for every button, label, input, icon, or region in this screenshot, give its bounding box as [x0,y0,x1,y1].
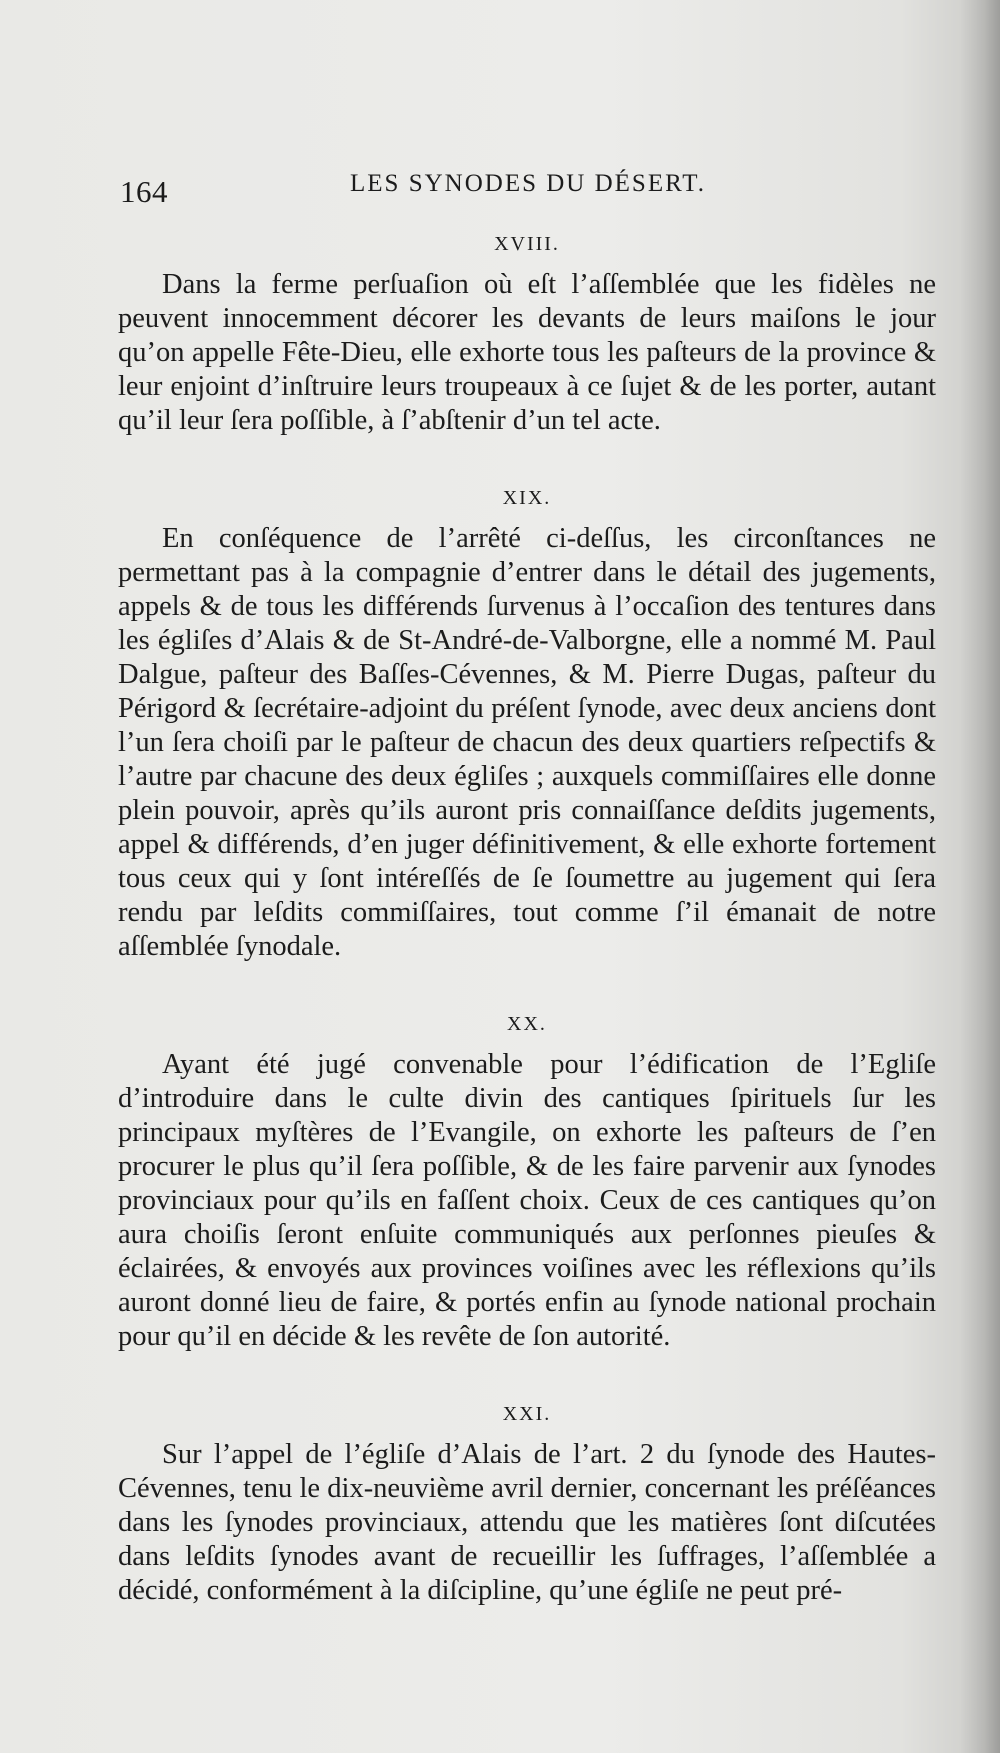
page-edge-shadow [960,0,1000,1753]
article-xviii-text: Dans la ferme perſuaſion où eſt l’aſſemblée que les fidèles ne peuvent innocemment décorer les devants de leurs maiſons le jour qu’on appelle Fête-Dieu, elle exhorte tous les paſteurs de la province & leur enjoint d’inſtruire leurs troupeaux à ce ſujet & de les porter, autant qu’il leur ſera poſſible, à ſ’abſtenir d’un tel acte. [118,269,936,436]
section-number-xxi: XXI. [502,1403,552,1425]
running-head [120,170,935,218]
section-number-xix: XIX. [502,487,552,509]
section-number-xx: XX. [507,1013,547,1035]
body-text [118,220,936,1608]
article-xix-text: En conſéquence de l’arrêté ci-deſſus, les circonſtances ne permettant pas à la compagnie d’entrer dans le détail des jugements, appels & de tous les différends ſurvenus à l’occaſion des tentures dans les égliſes d’Alais & de St-André-de-Valborgne, elle a nommé M. Paul Dalgue, paſteur des Baſſes-Cévennes, & M. Pierre Dugas, paſteur du Périgord & ſecrétaire-adjoint du préſent ſynode, avec deux anciens dont l’un ſera choiſi par le paſteur de chacun des deux quartiers reſpectifs & l’autre par chacune des deux égliſes ; auxquels commiſſaires elle donne plein pouvoir, après qu’ils auront pris connaiſſance deſdits jugements, appel & différends, d’en juger définitivement, & elle exhorte fortement tous ceux qui y ſont intéreſſés de ſe ſoumettre au jugement qui ſera rendu par leſdits commiſſaires, tout comme ſ’il émanait de notre aſſemblée ſynodale. [118,523,936,962]
article-xxi-text: Sur l’appel de l’égliſe d’Alais de l’art. 2 du ſynode des Hautes-Cévennes, tenu le dix-neuvième avril dernier, concernant les préſéances dans les ſynodes provinciaux, attendu que les matières ſont diſcutées dans leſdits ſynodes avant de recueillir les ſuffrages, l’aſſemblée a décidé, conformément à la diſcipline, qu’une égliſe ne peut pré- [118,1439,936,1606]
article-xx-text: Ayant été jugé convenable pour l’édification de l’Egliſe d’introduire dans le culte divin des cantiques ſpirituels ſur les principaux myſtères de l’Evangile, on exhorte les paſteurs de ſ’en procurer le plus qu’il ſera poſſible, & de les faire parvenir aux ſynodes provinciaux pour qu’ils en faſſent choix. Ceux de ces cantiques qu’on aura choiſis ſeront enſuite communiqués aux perſonnes pieuſes & éclairées, & envoyés aux provinces voiſines avec les réflexions qu’ils auront donné lieu de faire, & portés enfin au ſynode national prochain pour qu’il en décide & les revête de ſon autorité. [118,1049,936,1352]
running-title: LES SYNODES DU DÉSERT. [350,170,706,197]
page-number: 164 [120,174,168,209]
section-number-xviii: XVIII. [494,233,560,255]
